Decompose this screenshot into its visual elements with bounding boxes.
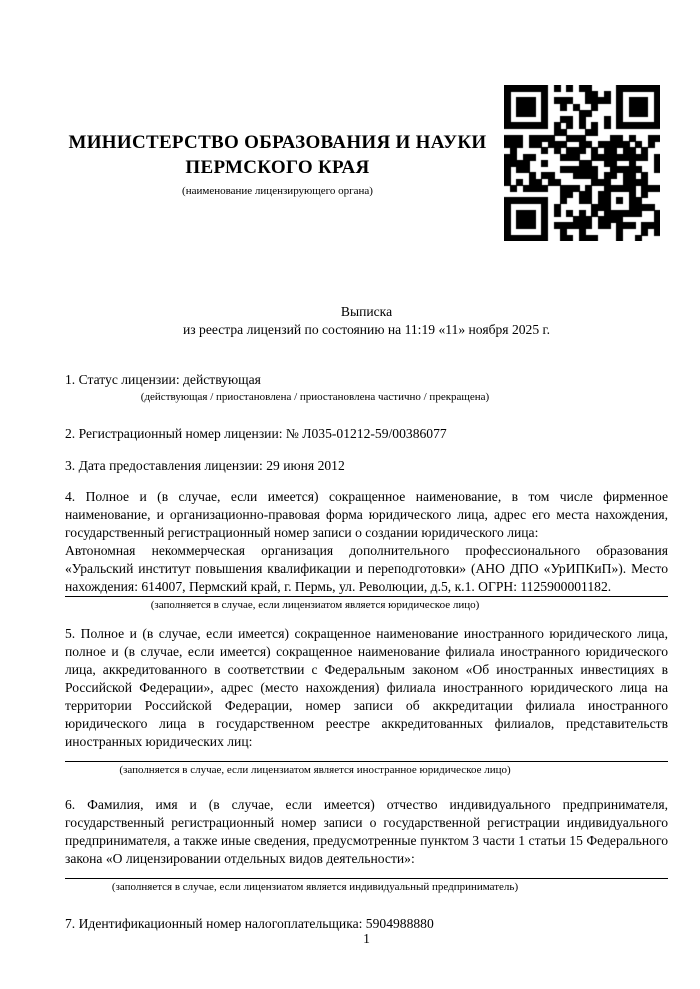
document-header xyxy=(65,130,490,198)
document-title xyxy=(65,303,668,339)
licensing-authority-caption: (наименование лицензирующего органа) xyxy=(182,185,373,197)
document-body xyxy=(65,303,668,933)
legal-entity-label: 4. Полное и (в случае, если имеется) сокращенное наименование, в том числе фирменное наименование, и организационно-правовая форма юридического лица, адрес его места нахождения, государственный регистрационный номер записи о создании юридического лица: xyxy=(65,489,668,540)
registration-number-text: 2. Регистрационный номер лицензии: № Л035-01212-59/00386077 xyxy=(65,426,447,441)
qr-code-icon xyxy=(504,85,660,241)
item-foreign-entity xyxy=(65,625,668,777)
license-status-text: 1. Статус лицензии: действующая xyxy=(65,372,261,387)
legal-entity-caption: (заполняется в случае, если лицензиатом является юридическое лицо) xyxy=(150,599,480,611)
item-individual-entrepreneur xyxy=(65,796,668,894)
document-title-line1: Выписка xyxy=(340,304,393,319)
individual-entrepreneur-caption: (заполняется в случае, если лицензиатом является индивидуальный предприниматель) xyxy=(111,881,519,893)
licensing-authority-name-line1: МИНИСТЕРСТВО ОБРАЗОВАНИЯ И НАУКИ xyxy=(68,132,487,153)
licensing-authority-name xyxy=(65,130,490,180)
item-legal-entity xyxy=(65,488,668,612)
license-status-caption: (действующая / приостановлена / приостановлена частично / прекращена) xyxy=(140,391,490,403)
foreign-entity-blank-line xyxy=(65,751,668,762)
item-registration-number xyxy=(65,425,668,443)
individual-entrepreneur-blank-line xyxy=(65,868,668,879)
grant-date-text: 3. Дата предоставления лицензии: 29 июня 2012 xyxy=(65,458,345,473)
document-title-line2: из реестра лицензий по состоянию на 11:19 «11» ноября 2025 г. xyxy=(182,322,550,337)
foreign-entity-caption: (заполняется в случае, если лицензиатом является иностранное юридическое лицо) xyxy=(119,764,511,776)
taxpayer-id-text: 7. Идентификационный номер налогоплательщика: 5904988880 xyxy=(65,916,434,931)
page-number: 1 xyxy=(363,931,370,946)
item-grant-date xyxy=(65,457,668,475)
individual-entrepreneur-label: 6. Фамилия, имя и (в случае, если имеется) отчество индивидуального предпринимателя, государственный регистрационный номер записи о государственной регистрации индивидуального предпринимателя, а также иные сведения, предусмотренные пунктом 3 части 1 статьи 15 Федерального закона «О лицензировании отдельных видов деятельности»: xyxy=(65,797,668,866)
licensing-authority-name-line2: ПЕРМСКОГО КРАЯ xyxy=(185,157,370,178)
foreign-entity-label: 5. Полное и (в случае, если имеется) сокращенное наименование иностранного юридического лица, полное и (в случае, если имеется) сокращенное наименование филиала иностранного юридического лица, аккредитованного в соответствии с Федеральным законом «Об иностранных инвестициях в Российской Федерации», адрес (место нахождения) филиала иностранного юридического лица на территории Российской Федерации, номер записи об аккредитации филиала иностранного юридического лица в государственном реестре аккредитованных филиалов, представительств иностранных юридических лиц: xyxy=(65,626,668,749)
item-license-status xyxy=(65,371,668,404)
legal-entity-value: Автономная некоммерческая организация дополнительного профессионального образования «Уральский институт повышения квалификации и переподготовки» (АНО ДПО «УрИПКиП»). Место нахождения: 614007, Пермский край, г. Пермь, ул. Революции, д.5, к.1. ОГРН: 1125900001182. xyxy=(65,542,668,597)
